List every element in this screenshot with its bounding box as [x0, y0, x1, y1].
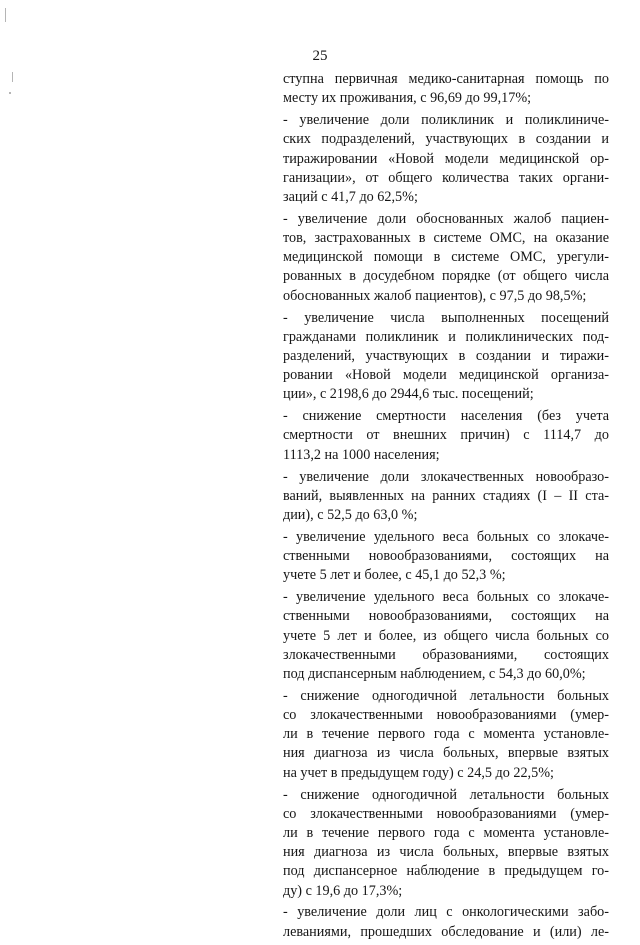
text-line: ственными новообразованиями, состоящих на: [283, 548, 609, 564]
text-line: тов, застрахованных в системе ОМС, на оказание: [283, 230, 609, 246]
text-line: гражданами поликлиник и поликлинических под-: [283, 328, 609, 345]
text-line: ли в течение первого года с момента установле-: [283, 726, 609, 743]
text-line: 1113,2 на 1000 населения;: [283, 446, 440, 463]
text-line: под диспансерное наблюдение в предыдущем го-: [283, 863, 609, 880]
text-line: - увеличение доли злокачественных новообразо-: [283, 468, 609, 485]
text-paragraph: [283, 407, 609, 465]
text-line: тиражировании «Новой модели медицинской ор-: [283, 150, 609, 167]
text-line: - снижение смертности населения (без учета: [283, 408, 609, 425]
text-line: ния диагноза из числа больных, впервые взятых: [283, 844, 609, 861]
text-line: ступна первичная медико-санитарная помощь по: [283, 71, 609, 87]
scan-artifact-mark: [5, 8, 6, 22]
text-line: - увеличение удельного веса больных со злокаче-: [283, 528, 609, 545]
text-line: учете 5 лет и более, с 45,1 до 52,3 %;: [283, 567, 506, 584]
text-line: ния диагноза из числа больных, впервые взятых: [283, 745, 609, 762]
text-line: смертности от внешних причин) с 1114,7 до: [283, 427, 609, 444]
text-paragraph: [283, 111, 609, 207]
text-paragraph: [283, 786, 609, 901]
text-line: под диспансерным наблюдением, с 54,3 до 60,0%;: [283, 665, 586, 682]
text-line: ли в течение первого года с момента установле-: [283, 824, 609, 841]
text-line: - увеличение числа выполненных посещений: [283, 309, 609, 326]
text-line: обоснованных жалоб пациентов), с 97,5 до 98,5%;: [283, 287, 587, 304]
text-line: - увеличение удельного веса больных со злокаче-: [283, 589, 609, 606]
text-line: злокачественными образованиями, состоящих: [283, 646, 609, 663]
document-text-column: [283, 70, 609, 945]
text-line: ции», с 2198,6 до 2944,6 тыс. посещений;: [283, 386, 534, 403]
text-line: медицинской помощи в системе ОМС, урегули-: [283, 249, 609, 266]
text-line: разделений, участвующих в создании и тиражи-: [283, 347, 609, 364]
text-line: - снижение одногодичной летальности больных: [283, 786, 609, 803]
text-paragraph: [283, 588, 609, 684]
text-line: на учет в предыдущем году) с 24,5 до 22,5%;: [283, 764, 554, 781]
text-line: рованных в досудебном порядке (от общего числа: [283, 268, 609, 285]
text-paragraph: [283, 70, 609, 108]
text-paragraph: [283, 687, 609, 783]
page-number: 25: [312, 48, 328, 64]
text-line: - увеличение доли обоснованных жалоб пациен-: [283, 210, 609, 227]
text-line: заций с 41,7 до 62,5%;: [283, 188, 418, 205]
text-paragraph: [283, 528, 609, 586]
text-line: леваниями, прошедших обследование и (или) ле-: [283, 923, 609, 940]
text-paragraph: [283, 210, 609, 306]
text-line: - увеличение доли поликлиник и поликлиниче-: [283, 112, 609, 129]
text-line: ственными новообразованиями, состоящих на: [283, 608, 609, 625]
text-line: ганизации», от общего количества таких органи-: [283, 169, 609, 186]
text-line: со злокачественными новообразованиями (умер-: [283, 805, 609, 822]
text-line: ду) с 19,6 до 17,3%;: [283, 882, 403, 899]
text-line: ских подразделений, участвующих в создании и: [283, 131, 609, 148]
text-line: ваний, выявленных на ранних стадиях (I – II ста-: [283, 487, 609, 504]
scan-artifact-mark: [12, 72, 13, 82]
text-line: - увеличение доли лиц с онкологическими забо-: [283, 904, 609, 921]
text-paragraph: [283, 903, 609, 941]
text-line: ровании «Новой модели медицинской организа-: [283, 367, 609, 384]
text-paragraph: [283, 468, 609, 526]
text-line: месту их проживания, с 96,69 до 99,17%;: [283, 90, 532, 107]
text-paragraph: [283, 309, 609, 405]
text-line: со злокачественными новообразованиями (умер-: [283, 707, 609, 723]
text-line: учете 5 лет и более, из общего числа больных со: [283, 627, 609, 644]
text-line: дии), с 52,5 до 63,0 %;: [283, 506, 418, 523]
scan-artifact-mark: [9, 92, 11, 94]
text-line: - снижение одногодичной летальности больных: [283, 687, 609, 704]
